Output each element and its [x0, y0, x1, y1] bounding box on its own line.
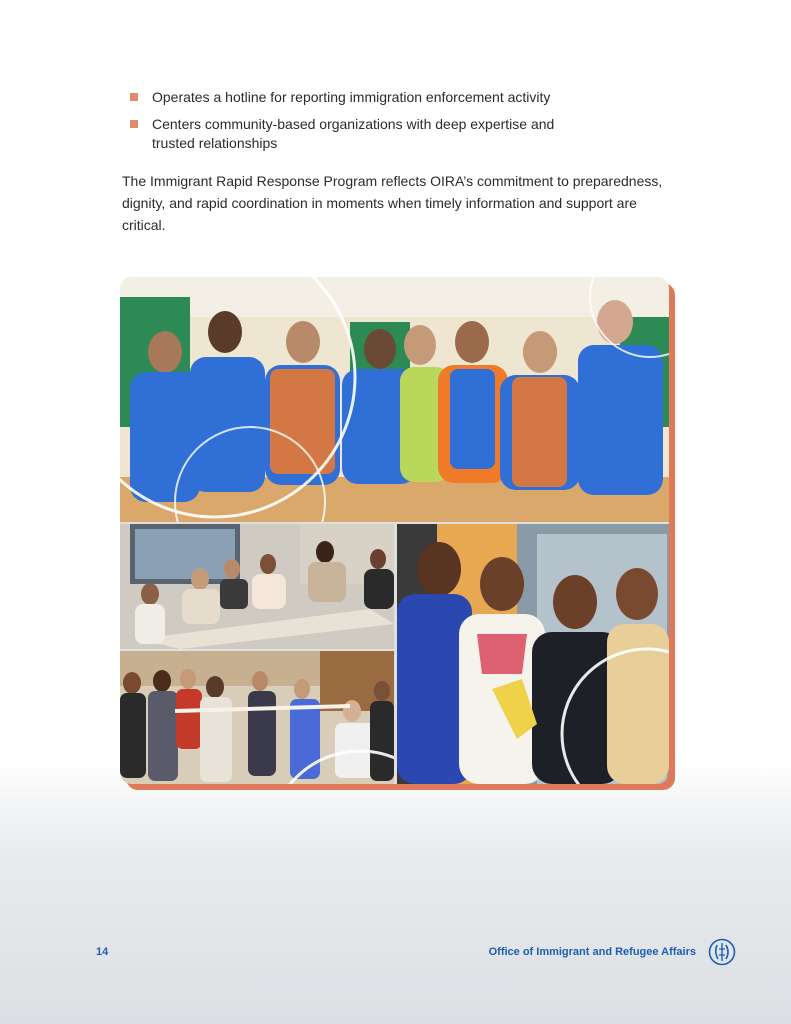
group-photo: [120, 277, 669, 522]
bullet-list: [128, 88, 688, 161]
background-crowd-photo: [0, 760, 791, 1024]
ceremony-photo: [397, 524, 669, 784]
seattle-seal-icon: [708, 938, 736, 966]
bullet-marker: [130, 120, 138, 128]
photo-collage: [120, 277, 669, 784]
bullet-text: Centers community-based organizations with deep expertise and trusted relationships: [152, 116, 555, 151]
ribbon-cutting-photo: [120, 651, 394, 784]
meeting-photo: [120, 524, 394, 649]
page-number: 14: [96, 946, 109, 958]
bullet-marker: [130, 93, 138, 101]
footer-org-name: Office of Immigrant and Refugee Affairs: [488, 946, 696, 958]
bullet-item: [128, 88, 688, 107]
body-paragraph: The Immigrant Rapid Response Program reflects OIRA’s commitment to preparedness, dignity, and rapid coordination in moments when timely information and support are critical.: [122, 173, 663, 233]
photo-area: [120, 277, 669, 784]
bullet-text: Operates a hotline for reporting immigration enforcement activity: [152, 89, 551, 105]
bullet-item: [128, 115, 582, 153]
